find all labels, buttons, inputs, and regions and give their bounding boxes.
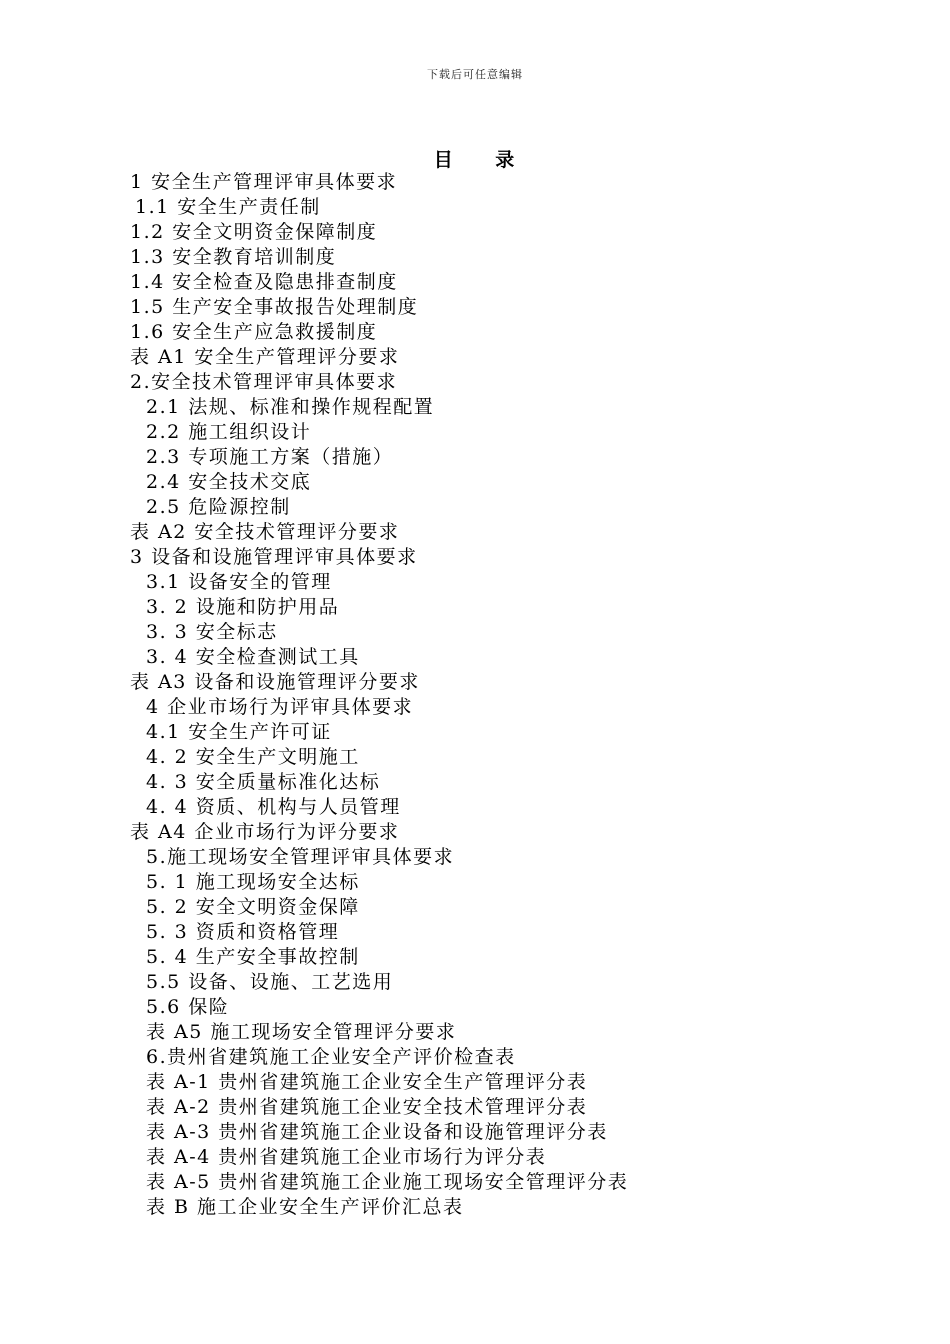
table-of-contents	[0, 170, 950, 1220]
toc-entry[interactable]: 3.1 设备安全的管理	[146, 571, 332, 593]
toc-entry[interactable]: 4. 2 安全生产文明施工	[146, 746, 360, 768]
toc-entry[interactable]: 5. 2 安全文明资金保障	[146, 896, 360, 918]
toc-entry[interactable]: 5. 4 生产安全事故控制	[146, 946, 360, 968]
toc-entry[interactable]: 2.4 安全技术交底	[146, 471, 312, 493]
toc-entry[interactable]: 4.1 安全生产许可证	[146, 721, 332, 743]
toc-entry[interactable]: 表 A-1 贵州省建筑施工企业安全生产管理评分表	[146, 1071, 588, 1093]
toc-entry[interactable]: 3. 3 安全标志	[146, 621, 278, 643]
toc-entry[interactable]: 表 A-4 贵州省建筑施工企业市场行为评分表	[146, 1146, 547, 1168]
toc-title: 目 录	[433, 149, 533, 171]
toc-entry[interactable]: 表 A3 设备和设施管理评分要求	[130, 671, 420, 693]
toc-entry[interactable]: 1.3 安全教育培训制度	[130, 246, 337, 268]
toc-entry[interactable]: 表 A-5 贵州省建筑施工企业施工现场安全管理评分表	[146, 1171, 629, 1193]
toc-entry[interactable]: 1 安全生产管理评审具体要求	[130, 171, 398, 193]
toc-entry[interactable]: 5. 1 施工现场安全达标	[146, 871, 360, 893]
toc-entry[interactable]: 2.安全技术管理评审具体要求	[130, 371, 398, 393]
toc-entry[interactable]: 5.6 保险	[146, 996, 230, 1018]
toc-entry[interactable]: 3. 2 设施和防护用品	[146, 596, 340, 618]
toc-entry[interactable]: 1.2 安全文明资金保障制度	[130, 221, 378, 243]
toc-entry[interactable]: 2.1 法规、标准和操作规程配置	[146, 396, 435, 418]
toc-entry[interactable]: 1.5 生产安全事故报告处理制度	[130, 296, 419, 318]
toc-entry[interactable]: 5. 3 资质和资格管理	[146, 921, 340, 943]
toc-entry[interactable]: 表 A-3 贵州省建筑施工企业设备和设施管理评分表	[146, 1121, 608, 1143]
toc-entry[interactable]: 1.6 安全生产应急救援制度	[130, 321, 378, 343]
toc-entry[interactable]: 5.5 设备、设施、工艺选用	[146, 971, 394, 993]
toc-entry[interactable]: 1.1 安全生产责任制	[135, 196, 321, 218]
toc-entry[interactable]: 4. 3 安全质量标准化达标	[146, 771, 381, 793]
toc-entry[interactable]: 1.4 安全检查及隐患排查制度	[130, 271, 398, 293]
toc-entry[interactable]: 表 A5 施工现场安全管理评分要求	[146, 1021, 457, 1043]
toc-entry[interactable]: 6.贵州省建筑施工企业安全产评价检查表	[146, 1046, 516, 1068]
toc-entry[interactable]: 3 设备和设施管理评审具体要求	[130, 546, 418, 568]
toc-entry[interactable]: 2.3 专项施工方案（措施）	[146, 446, 394, 468]
toc-entry[interactable]: 表 A2 安全技术管理评分要求	[130, 521, 400, 543]
toc-entry[interactable]: 2.5 危险源控制	[146, 496, 291, 518]
toc-entry[interactable]: 表 A4 企业市场行为评分要求	[130, 821, 400, 843]
toc-entry[interactable]: 表 A-2 贵州省建筑施工企业安全技术管理评分表	[146, 1096, 588, 1118]
page-header-note: 下载后可任意编辑	[427, 68, 523, 81]
toc-entry[interactable]: 4. 4 资质、机构与人员管理	[146, 796, 401, 818]
toc-entry[interactable]: 3. 4 安全检查测试工具	[146, 646, 360, 668]
toc-entry[interactable]: 4 企业市场行为评审具体要求	[146, 696, 414, 718]
toc-entry[interactable]: 2.2 施工组织设计	[146, 421, 312, 443]
toc-entry[interactable]: 5.施工现场安全管理评审具体要求	[146, 846, 455, 868]
toc-entry[interactable]: 表 A1 安全生产管理评分要求	[130, 346, 400, 368]
toc-entry[interactable]: 表 B 施工企业安全生产评价汇总表	[146, 1196, 464, 1218]
